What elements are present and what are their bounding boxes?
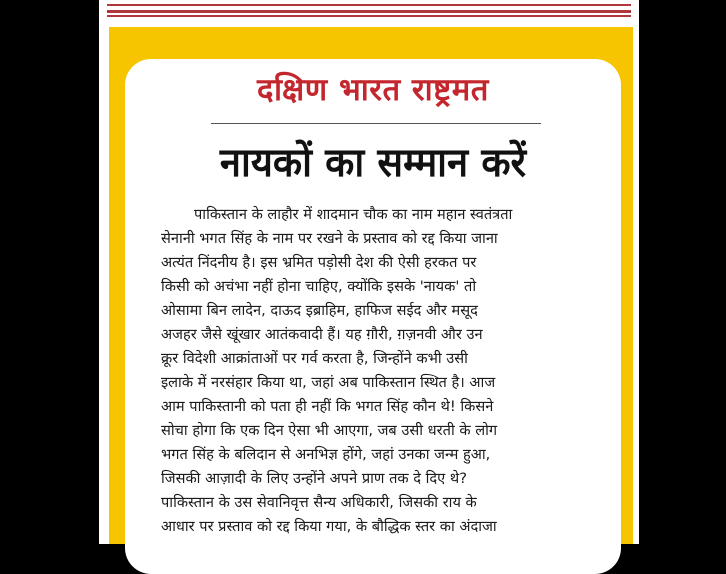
article-line: आम पाकिस्तानी को पता ही नहीं कि भगत सिंह कौन थे! किसने <box>161 398 494 415</box>
article-line: किसी को अचंभा नहीं होना चाहिए, क्योंकि इसके 'नायक' तो <box>161 278 477 295</box>
decorative-rule <box>107 4 631 6</box>
article-line: भगत सिंह के बलिदान से अनभिज्ञ होंगे, जहां उनका जन्म हुआ, <box>161 446 491 463</box>
article-line: इलाके में नरसंहार किया था, जहां अब पाकिस्तान स्थित है। आज <box>161 374 496 391</box>
newspaper-clipping <box>99 0 639 544</box>
editorial-card <box>125 59 621 574</box>
decorative-rule <box>107 15 631 17</box>
article-line: क्रूर विदेशी आक्रांताओं पर गर्व करता है, जिन्होंने कभी उसी <box>161 350 468 367</box>
article-line: पाकिस्तान के लाहौर में शादमान चौक का नाम महान स्वतंत्रता <box>194 206 513 223</box>
article-line: अजहर जैसे खूंखार आतंकवादी हैं। यह ग़ौरी, ग़ज़नवी और उन <box>161 326 483 343</box>
masthead-divider <box>211 123 541 124</box>
editorial-body <box>161 203 611 539</box>
article-line: अत्यंत निंदनीय है। इस भ्रमित पड़ोसी देश की ऐसी हरकत पर <box>161 254 477 271</box>
article-line: पाकिस्तान के उस सेवानिवृत्त सैन्य अधिकारी, जिसकी राय के <box>161 494 477 511</box>
article-line: आधार पर प्रस्ताव को रद्द किया गया, के बौद्धिक स्तर का अंदाजा <box>161 518 497 535</box>
article-line: जिसकी आज़ादी के लिए उन्होंने अपने प्राण तक दे दिए थे? <box>161 470 467 487</box>
editorial-headline: नायकों का सम्मान करें <box>219 140 527 186</box>
article-line: सोचा होगा कि एक दिन ऐसा भी आएगा, जब उसी धरती के लोग <box>161 422 498 439</box>
decorative-rule <box>107 10 631 13</box>
article-line: ओसामा बिन लादेन, दाऊद इब्राहिम, हाफिज सईद और मसूद <box>161 302 478 319</box>
newspaper-name: दक्षिण भारत राष्ट्रमत <box>257 72 489 108</box>
editorial-frame <box>109 27 633 544</box>
article-line: सेनानी भगत सिंह के नाम पर रखने के प्रस्ताव को रद्द किया जाना <box>161 230 498 247</box>
